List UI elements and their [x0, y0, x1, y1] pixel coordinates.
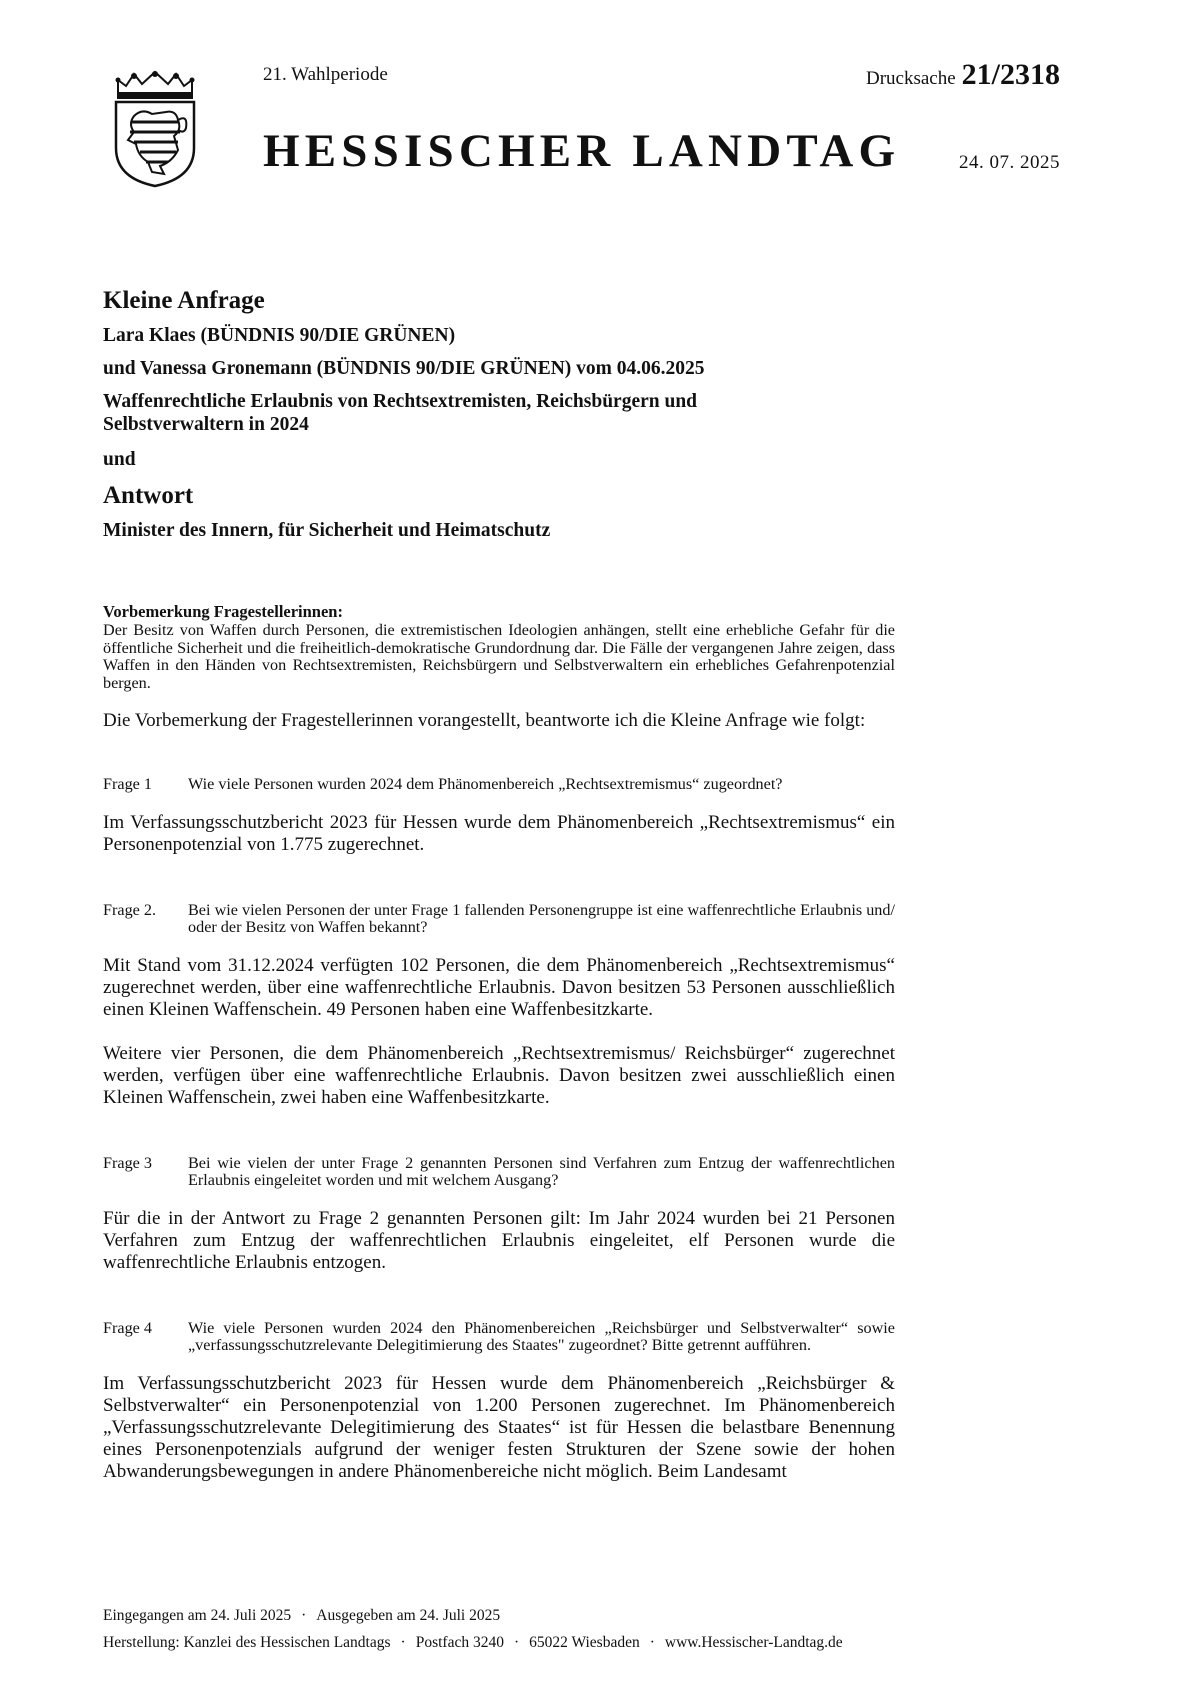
separator: · [301, 1607, 307, 1624]
ort: 65022 Wiesbaden [529, 1634, 640, 1651]
drucksache [866, 58, 1060, 92]
intro-paragraph: Die Vorbemerkung der Fragestellerinnen vorangestellt, beantworte ich die Kleine Anfrage wie folgt: [103, 710, 866, 731]
frage-label: Frage 4 [103, 1318, 152, 1337]
vorbemerkung-text: Der Besitz von Waffen durch Personen, die extremistischen Ideologien anhängen, stellt eine erhebliche Gefahr für die öffentliche Sicherheit und die freiheitlich-demokratische Grundordnung dar. Die Fälle der vergangenen Jahre zeigen, dass Waffen in den Händen von Rechtsextremisten, Reichsbürgern und Selbstverwaltern ein erhebliches Gefahrenpotenzial bergen. [103, 621, 895, 692]
hessen-crest-logo [112, 70, 198, 188]
answer-paragraph: Weitere vier Personen, die dem Phänomenbereich „Rechtsextremismus/ Reichsbürger“ zugerechnet werden, verfügen über eine waffenrechtliche Erlaubnis. Davon besitzen zwei ausschließlich einen Kleinen Waffenschein, zwei haben eine Waffenbesitzkarte. [103, 1042, 895, 1108]
frage-label: Frage 2. [103, 900, 157, 919]
answer-paragraph: Mit Stand vom 31.12.2024 verfügten 102 Personen, die dem Phänomenbereich „Rechtsextremismus“ zugerechnet werden, über eine waffenrechtliche Erlaubnis. Davon besitzen 53 Personen ausschließlich einen Kleinen Waffenschein. 49 Personen haben eine Waffenbesitzkarte. [103, 954, 895, 1020]
separator: · [649, 1634, 655, 1651]
frage-1 [103, 776, 895, 794]
footer-line-1 [103, 1602, 843, 1629]
page-footer [103, 1602, 843, 1656]
frage-label: Frage 3 [103, 1153, 152, 1172]
postfach: Postfach 3240 [415, 1634, 504, 1651]
drucksache-label: Drucksache [865, 68, 956, 89]
page-title: HESSISCHER LANDTAG [263, 125, 901, 177]
frage-text: Wie viele Personen wurden 2024 dem Phänomenbereich „Rechtsextremismus“ zugeordnet? [188, 775, 783, 793]
document-body [103, 602, 895, 1505]
website-link[interactable]: www.Hessischer-Landtag.de [664, 1634, 843, 1651]
drucksache-number: 21/2318 [961, 58, 1060, 91]
author-2: und Vanessa Gronemann (BÜNDNIS 90/DIE GRÜNEN) vom 04.06.2025 [103, 358, 705, 379]
answer-paragraph: Für die in der Antwort zu Frage 2 genannten Personen gilt: Im Jahr 2024 wurden bei 21 Personen Verfahren zum Entzug der waffenrechtlichen Erlaubnis eingeleitet, elf Personen wurde die waffenrechtliche Erlaubnis entzogen. [103, 1207, 895, 1273]
herstellung: Herstellung: Kanzlei des Hessischen Landtags [103, 1634, 391, 1651]
und-label: und [103, 449, 136, 470]
author-1: Lara Klaes (BÜNDNIS 90/DIE GRÜNEN) [103, 325, 456, 346]
vorbemerkung-title: Vorbemerkung Fragestellerinnen: [103, 602, 343, 621]
antwort-heading: Antwort [103, 482, 194, 509]
frage-4 [103, 1320, 895, 1355]
answer-paragraph: Im Verfassungsschutzbericht 2023 für Hessen wurde dem Phänomenbereich „Rechtsextremismus“ ein Personenpotenzial von 1.775 zugerechnet. [103, 811, 895, 855]
ausgegeben: Ausgegeben am 24. Juli 2025 [316, 1607, 501, 1624]
separator: · [513, 1634, 520, 1651]
footer-line-2 [103, 1629, 843, 1656]
kleine-anfrage-heading: Kleine Anfrage [103, 287, 265, 314]
document-date: 24. 07. 2025 [959, 152, 1060, 173]
frage-text: Wie viele Personen wurden 2024 den Phänomenbereichen „Reichsbürger und Selbstverwalter“ sowie „verfassungsschutzrelevante Delegitimierung des Staates" zugeordnet? Bitte getrennt aufführen. [188, 1318, 895, 1354]
separator: · [400, 1634, 406, 1651]
answer-paragraph: Im Verfassungsschutzbericht 2023 für Hessen wurde dem Phänomenbereich „Reichsbürger & Selbstverwalter“ ein Personenpotenzial von 1.200 Personen zugerechnet. Im Phänomenbereich „Verfassungsschutzrelevante Delegitimierung des Staates“ ist für Hessen die belastbare Benennung eines Personenpotenzials aufgrund der weniger festen Strukturen der Szene sowie der hohen Abwanderungsbewegungen in andere Phänomenbereiche nicht möglich. Beim Landesamt [103, 1372, 895, 1482]
frage-2 [103, 902, 895, 937]
subject: Waffenrechtliche Erlaubnis von Rechtsextremisten, Reichsbürgern und Selbstverwaltern in 2024 [103, 391, 698, 435]
wahlperiode: 21. Wahlperiode [263, 64, 388, 85]
eingegangen: Eingegangen am 24. Juli 2025 [103, 1607, 292, 1624]
frage-label: Frage 1 [103, 775, 152, 793]
frage-text: Bei wie vielen Personen der unter Frage 1 fallenden Personengruppe ist eine waffenrechtliche Erlaubnis und/ oder der Besitz von Waffen bekannt? [188, 900, 895, 936]
frage-3 [103, 1155, 895, 1190]
minister: Minister des Innern, für Sicherheit und Heimatschutz [103, 520, 551, 541]
frage-text: Bei wie vielen der unter Frage 2 genannten Personen sind Verfahren zum Entzug der waffenrechtlichen Erlaubnis eingeleitet worden und mit welchem Ausgang? [188, 1153, 895, 1189]
document-heading [103, 286, 903, 552]
